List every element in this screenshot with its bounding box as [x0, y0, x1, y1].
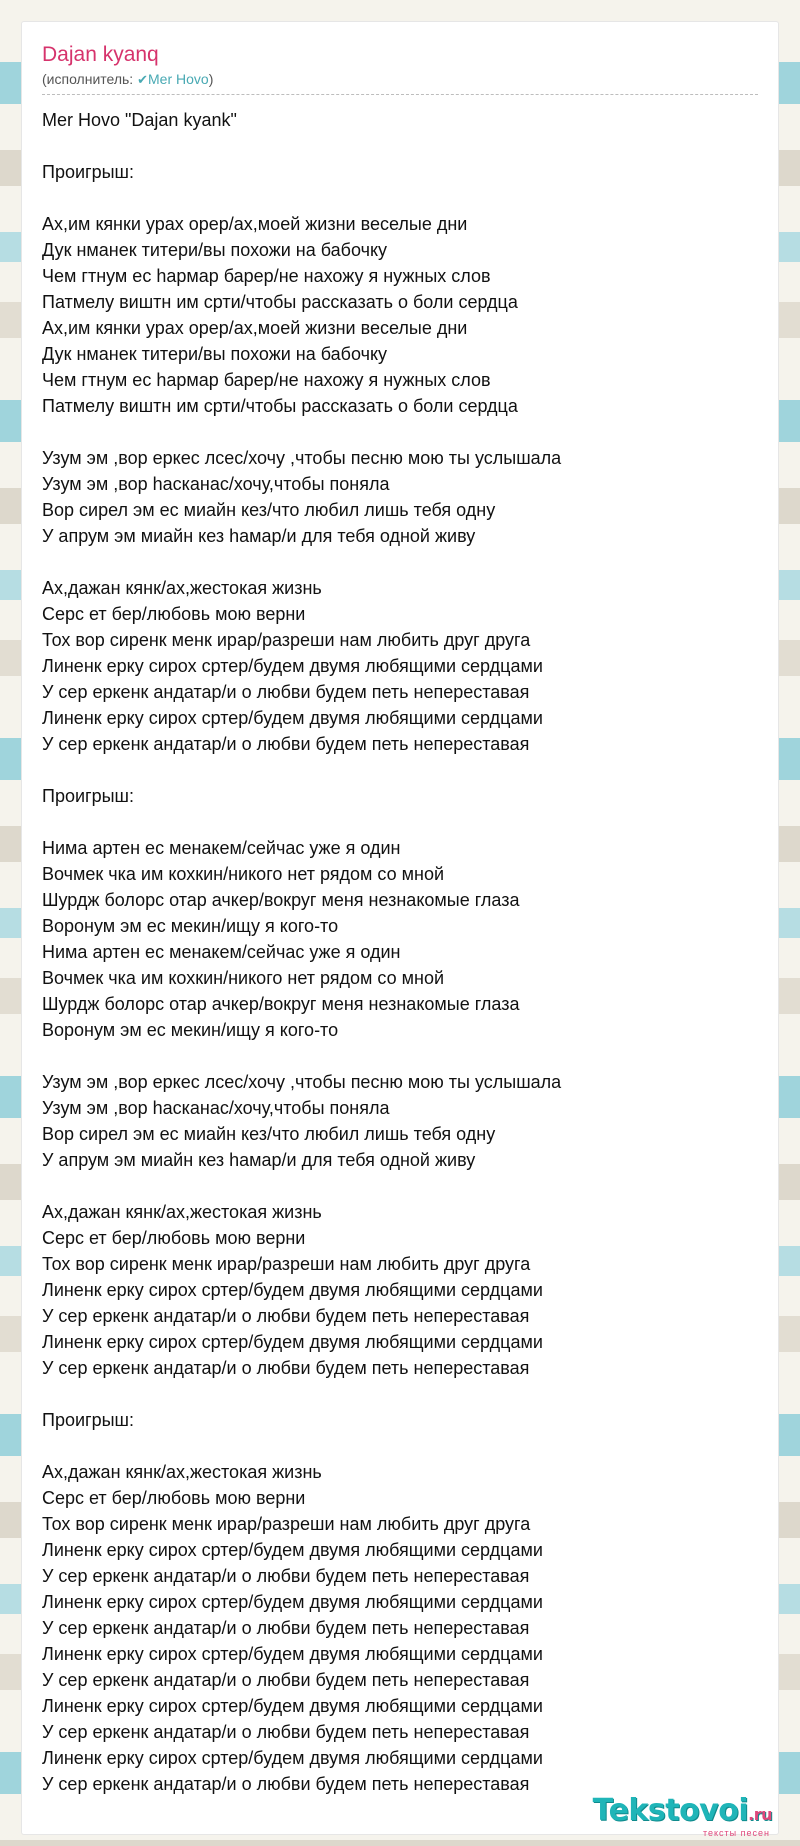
lyric-line: Ах,им кянки урах орер/ах,моей жизни веселые дни	[42, 214, 468, 234]
lyric-blank-line	[42, 757, 758, 783]
lyric-line: Проигрыш:	[42, 162, 134, 182]
lyric-line: У сер еркенк андатар/и о любви будем петь непереставая	[42, 1566, 530, 1586]
lyric-line: Проигрыш:	[42, 786, 134, 806]
lyric-line: Линенк ерку сирох сртер/будем двумя любящими сердцами	[42, 1592, 543, 1612]
lyric-line: Шурдж болорс отар ачкер/вокруг меня незнакомые глаза	[42, 994, 520, 1014]
lyric-line: Дук нманек титери/вы похожи на бабочку	[42, 344, 388, 364]
lyric-line: Нима артен ес менакем/сейчас уже я один	[42, 838, 401, 858]
lyric-line: Серс ет бер/любовь мою верни	[42, 604, 306, 624]
lyric-line: Чем гтнум ес hармар барер/не нахожу я нужных слов	[42, 266, 491, 286]
lyric-line: Линенк ерку сирох сртер/будем двумя любящими сердцами	[42, 1332, 543, 1352]
lyric-line: У сер еркенк андатар/и о любви будем петь непереставая	[42, 1618, 530, 1638]
lyric-line: Линенк ерку сирох сртер/будем двумя любящими сердцами	[42, 1644, 543, 1664]
lyric-blank-line	[42, 1173, 758, 1199]
lyric-line: У сер еркенк андатар/и о любви будем петь непереставая	[42, 1670, 530, 1690]
lyrics-card	[22, 22, 778, 1834]
lyric-line: Ах,дажан кянк/ах,жестокая жизнь	[42, 1462, 322, 1482]
lyric-line: Вочмек чка им кохкин/никого нет рядом со мной	[42, 968, 445, 988]
lyric-line: Узум эм ,вор hасканас/хочу,чтобы поняла	[42, 1098, 390, 1118]
lyric-line: Ах,дажан кянк/ах,жестокая жизнь	[42, 578, 322, 598]
lyric-line: Линенк ерку сирох сртер/будем двумя любящими сердцами	[42, 1748, 543, 1768]
lyric-line: Линенк ерку сирох сртер/будем двумя любящими сердцами	[42, 1696, 543, 1716]
lyric-line: Mer Hovo "Dajan kyank"	[42, 110, 237, 130]
lyric-line: Воронум эм ес мекин/ищу я кого-то	[42, 1020, 339, 1040]
lyric-line: У сер еркенк андатар/и о любви будем петь непереставая	[42, 1722, 530, 1742]
song-title: Dajan kyanq	[42, 43, 159, 66]
lyric-line: Патмелу виштн им срти/чтобы рассказать о боли сердца	[42, 292, 518, 312]
verified-check-icon: ✔	[137, 72, 148, 87]
artist-prefix: (исполнитель:	[42, 71, 138, 87]
lyric-line: Чем гтнум ес hармар барер/не нахожу я нужных слов	[42, 370, 491, 390]
lyric-line: У апрум эм миайн кез hамар/и для тебя одной живу	[42, 1150, 476, 1170]
lyric-line: Серс ет бер/любовь мою верни	[42, 1488, 306, 1508]
site-logo[interactable]	[592, 1793, 772, 1838]
lyric-blank-line	[42, 809, 758, 835]
artist-line	[42, 70, 758, 95]
lyric-blank-line	[42, 1433, 758, 1459]
lyric-line: У сер еркенк андатар/и о любви будем петь непереставая	[42, 682, 530, 702]
lyric-line: Линенк ерку сирох сртер/будем двумя любящими сердцами	[42, 708, 543, 728]
logo-main-text: Tekstovoi	[592, 1793, 749, 1828]
lyric-line: Вор сирел эм ес миайн кез/что любил лишь тебя одну	[42, 500, 496, 520]
lyrics-text	[42, 107, 758, 1797]
lyric-line: У сер еркенк андатар/и о любви будем петь непереставая	[42, 734, 530, 754]
lyric-line: Тох вор сиренк менк ирар/разреши нам любить друг друга	[42, 1514, 531, 1534]
lyric-line: Дук нманек титери/вы похожи на бабочку	[42, 240, 388, 260]
lyric-line: Ах,им кянки урах орер/ах,моей жизни веселые дни	[42, 318, 468, 338]
lyric-line: У сер еркенк андатар/и о любви будем петь непереставая	[42, 1306, 530, 1326]
lyric-line: Вор сирел эм ес миайн кез/что любил лишь тебя одну	[42, 1124, 496, 1144]
lyric-line: Шурдж болорс отар ачкер/вокруг меня незнакомые глаза	[42, 890, 520, 910]
lyric-line: Узум эм ,вор hасканас/хочу,чтобы поняла	[42, 474, 390, 494]
lyric-line: Линенк ерку сирох сртер/будем двумя любящими сердцами	[42, 1540, 543, 1560]
lyric-line: Серс ет бер/любовь мою верни	[42, 1228, 306, 1248]
lyric-blank-line	[42, 1381, 758, 1407]
lyric-blank-line	[42, 185, 758, 211]
lyric-blank-line	[42, 419, 758, 445]
lyric-blank-line	[42, 1043, 758, 1069]
artist-suffix: )	[208, 71, 214, 87]
lyric-line: Узум эм ,вор еркес лсес/хочу ,чтобы песню мою ты услышала	[42, 1072, 562, 1092]
lyric-line: Тох вор сиренк менк ирар/разреши нам любить друг друга	[42, 630, 531, 650]
lyric-line: У апрум эм миайн кез hамар/и для тебя одной живу	[42, 526, 476, 546]
lyric-line: Нима артен ес менакем/сейчас уже я один	[42, 942, 401, 962]
lyric-line: Линенк ерку сирох сртер/будем двумя любящими сердцами	[42, 1280, 543, 1300]
lyric-line: Узум эм ,вор еркес лсес/хочу ,чтобы песню мою ты услышала	[42, 448, 562, 468]
artist-link[interactable]: Mer Hovo	[148, 71, 209, 87]
logo-subtitle: тексты песен	[702, 1828, 770, 1838]
lyric-line: Вочмек чка им кохкин/никого нет рядом со мной	[42, 864, 445, 884]
logo-tld: .ru	[748, 1805, 772, 1824]
lyric-line: Тох вор сиренк менк ирар/разреши нам любить друг друга	[42, 1254, 531, 1274]
lyric-blank-line	[42, 549, 758, 575]
lyric-line: Ах,дажан кянк/ах,жестокая жизнь	[42, 1202, 322, 1222]
lyric-line: Патмелу виштн им срти/чтобы рассказать о боли сердца	[42, 396, 518, 416]
lyric-line: Воронум эм ес мекин/ищу я кого-то	[42, 916, 339, 936]
lyric-line: Линенк ерку сирох сртер/будем двумя любящими сердцами	[42, 656, 543, 676]
lyric-line: У сер еркенк андатар/и о любви будем петь непереставая	[42, 1774, 530, 1794]
lyric-blank-line	[42, 133, 758, 159]
lyric-line: У сер еркенк андатар/и о любви будем петь непереставая	[42, 1358, 530, 1378]
lyric-line: Проигрыш:	[42, 1410, 134, 1430]
